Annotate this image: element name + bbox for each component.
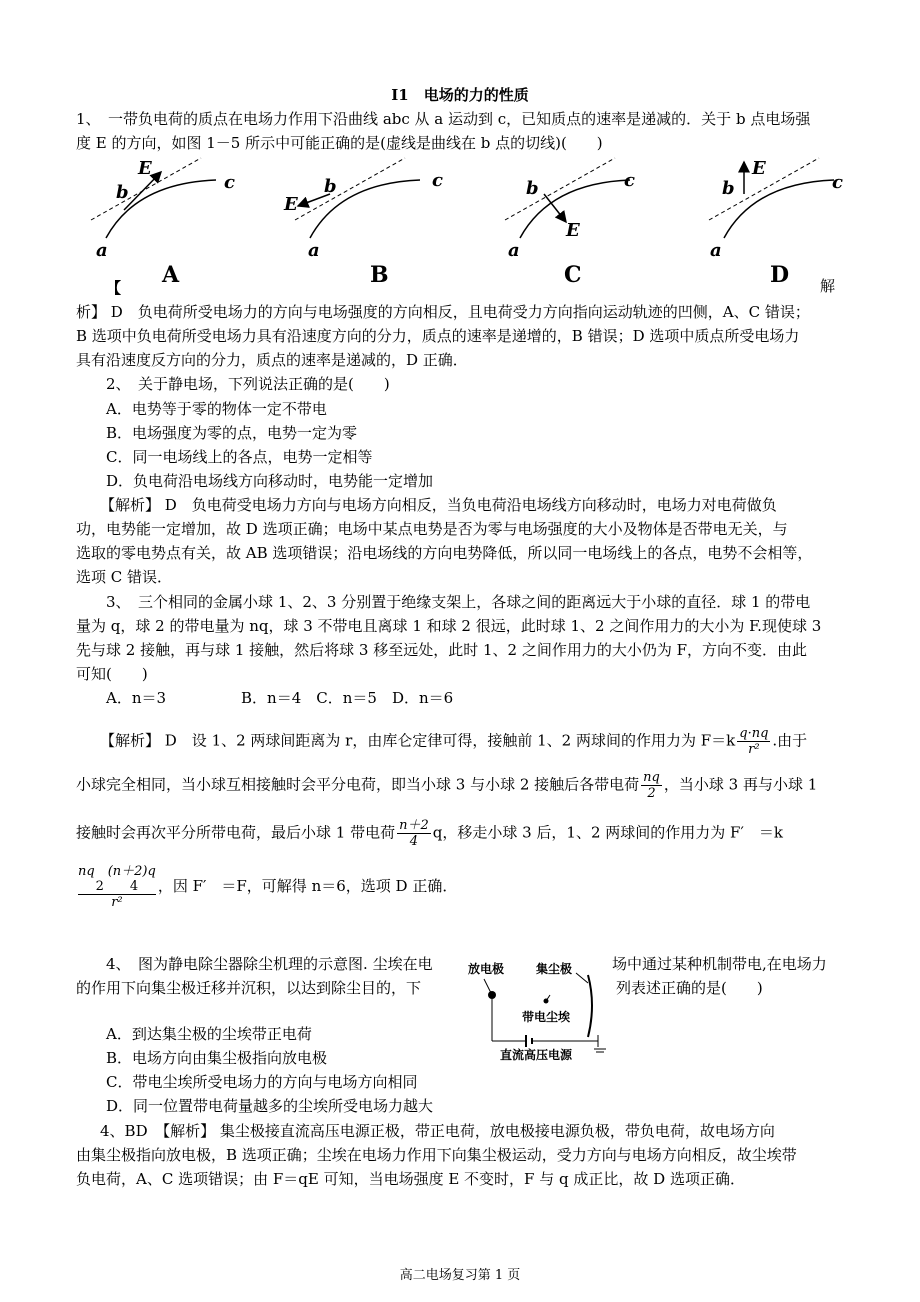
figure-option-b [284,158,470,288]
label-power: 直流高压电源 [500,1048,573,1062]
frac-num: q·nq [739,726,769,741]
q1-analysis-2: B 选项中负电荷所受电场力具有沿速度方向的分力，质点的速率是递增的，B 错误；D 选项中质点所受电场力 [76,327,800,345]
q4-option-d: D．同一位置带电荷量越多的尘埃所受电场力越大 [106,1097,434,1115]
label-discharge: 放电极 [468,962,505,976]
frac-den: 2 [647,786,656,801]
frac-den: 4 [409,834,419,849]
q4-option-c: C．带电尘埃所受电场力的方向与电场方向相同 [106,1073,418,1091]
label-a: a [96,240,108,261]
q3-a1-pre: 【解析】 D 设 1、2 两球间距离为 r，由库仑定律可得，接触前 1、2 两球间的作用力为 F＝k [100,731,736,750]
q4-analysis-3: 负电荷，A、C 选项错误；由 F＝qE 可知，当电场强度 E 不变时，F 与 q 成正比，故 D 选项正确． [76,1170,745,1188]
q3-a3-post: q，移走小球 3 后，1、2 两球间的作用力为 F′ ＝k [432,823,783,842]
q2-stem: 2、 关于静电场，下列说法正确的是( ) [106,375,390,393]
q1-analysis-1: 析】 D 负电荷所受电场力的方向与电场强度的方向相反，且电荷受力方向指向运动轨迹的凹侧，A、C 错误； [76,303,810,321]
q1-line2: 度 E 的方向，如图 1－5 所示中可能正确的是(虚线是曲线在 b 点的切线)( ) [76,134,603,152]
option-b-caption: B [370,262,389,288]
label-b: b [526,178,539,199]
q2-analysis-2: 功，电势能一定增加，故 D 选项正确；电场中某点电势是否为零与电场强度的大小及物体是否带电无关，与 [76,520,788,538]
figure-option-d [704,158,884,288]
q4-analysis-2: 由集尘极指向放电极，B 选项正确；尘埃在电场力作用下向集尘极运动，受力方向与电场方向相反，故尘埃带 [76,1146,797,1164]
q2-option-a: A．电势等于零的物体一定不带电 [106,400,327,418]
label-c: c [832,172,843,193]
label-e: E [138,158,152,179]
q1-bracket-open: 【 [106,279,122,297]
q1-line1: 1、 一带负电荷的质点在电场力作用下沿曲线 abc 从 a 运动到 c，已知质点的速率是递减的．关于 b 点电场强 [76,110,811,128]
q3-a2-pre: 小球完全相同，当小球互相接触时会平分电荷，即当小球 3 与小球 2 接触后各带电荷 [76,775,640,794]
q3-line1: 3、 三个相同的金属小球 1、2、3 分别置于绝缘支架上，各球之间的距离远大于小球的直径．球 1 的带电 [106,593,811,611]
q4-line2-right: 列表述正确的是( ) [616,979,763,997]
q2-analysis-1: 【解析】 D 负电荷受电场力方向与电场方向相反，当负电荷沿电场线方向移动时，电场力对电荷做负 [100,496,777,514]
q3-a4-post: ，因 F′ ＝F，可解得 n＝6，选项 D 正确． [157,877,458,895]
label-dust: 带电尘埃 [522,1010,571,1024]
q3-line2: 量为 q，球 2 的带电量为 nq，球 3 不带电且离球 1 和球 2 很远，此时球 1、2 之间作用力的大小为 F.现使球 3 [76,617,822,635]
frac-num-2: 2 4 [78,879,156,895]
q3-line4: 可知( ) [76,665,148,683]
label-c: c [624,170,635,191]
q3-line3: 先与球 2 接触，再与球 1 接触，然后将球 3 移至远处，此时 1、2 之间作用力的大小仍为 F，方向不变．由此 [76,641,808,659]
label-e: E [566,220,580,241]
page-footer: 高二电场复习第 1 页 [399,1268,521,1283]
q3-a3-pre: 接触时会再次平分所带电荷，最后小球 1 带电荷 [76,823,396,842]
q3-analysis-3 [76,818,783,849]
q4-line1-right: 场中通过某种机制带电,在电场力 [612,955,827,973]
option-d-caption: D [770,262,790,288]
q3-analysis-2 [76,770,817,801]
figure-option-c [500,158,680,288]
label-b: b [722,178,735,199]
q3-options: A．n＝3 B．n＝4 C．n＝5 D．n＝6 [106,689,454,707]
q2-option-c: C．同一电场线上的各点，电势一定相等 [106,448,373,466]
fraction [641,770,662,801]
fraction [737,726,770,757]
label-a: a [508,240,520,261]
label-a: a [710,240,722,261]
fraction [397,818,431,849]
frac-num: nq [643,770,660,785]
fraction [78,864,156,910]
label-e: E [284,194,298,215]
label-e: E [752,158,766,179]
q4-line1: 4、 图为静电除尘器除尘机理的示意图. 尘埃在电 [106,955,433,973]
label-a: a [308,240,320,261]
option-c-caption: C [564,262,582,288]
label-c: c [432,170,443,191]
label-b: b [116,182,129,203]
q2-analysis-4: 选项 C 错误． [76,568,173,586]
frac-den: r² [748,742,760,757]
q1-bracket-tail: 解 [820,277,836,295]
q2-option-d: D．负电荷沿电场线方向移动时，电势能一定增加 [106,472,434,490]
q3-a1-post: .由于 [772,731,808,750]
frac-num: n＋2 [399,818,429,833]
q4-line2: 的作用下向集尘极迁移并沉积，以达到除尘目的，下 [76,979,422,997]
frac-den: r² [111,895,123,910]
electrostatic-precipitator-diagram [466,955,612,1061]
q2-analysis-3: 选取的零电势点有关，故 AB 选项错误；沿电场线的方向电势降低，所以同一电场线上的各点，电势不会相等， [76,544,813,562]
label-b: b [324,176,337,197]
label-c: c [224,172,235,193]
q4-option-a: A．到达集尘极的尘埃带正电荷 [106,1025,312,1043]
q4-option-b: B．电场方向由集尘极指向放电极 [106,1049,328,1067]
option-a-caption: A [162,262,180,288]
q4-analysis-1: 4、BD 【解析】 集尘极接直流高压电源正极，带正电荷，放电极接电源负极，带负电荷，故电场方向 [100,1122,775,1140]
q3-analysis-1 [100,726,807,757]
label-collector: 集尘极 [536,962,573,976]
figure-option-a [86,158,266,288]
q2-option-b: B．电场强度为零的点，电势一定为零 [106,424,358,442]
q1-analysis-3: 具有沿速度反方向的分力，质点的速率是递减的，D 正确． [76,351,468,369]
q3-a2-post: ，当小球 3 再与小球 1 [663,775,818,794]
frac-num: nq (n＋2)q [78,864,156,879]
q3-analysis-4 [76,864,457,910]
page-title: I1 电场的力的性质 [391,86,529,104]
